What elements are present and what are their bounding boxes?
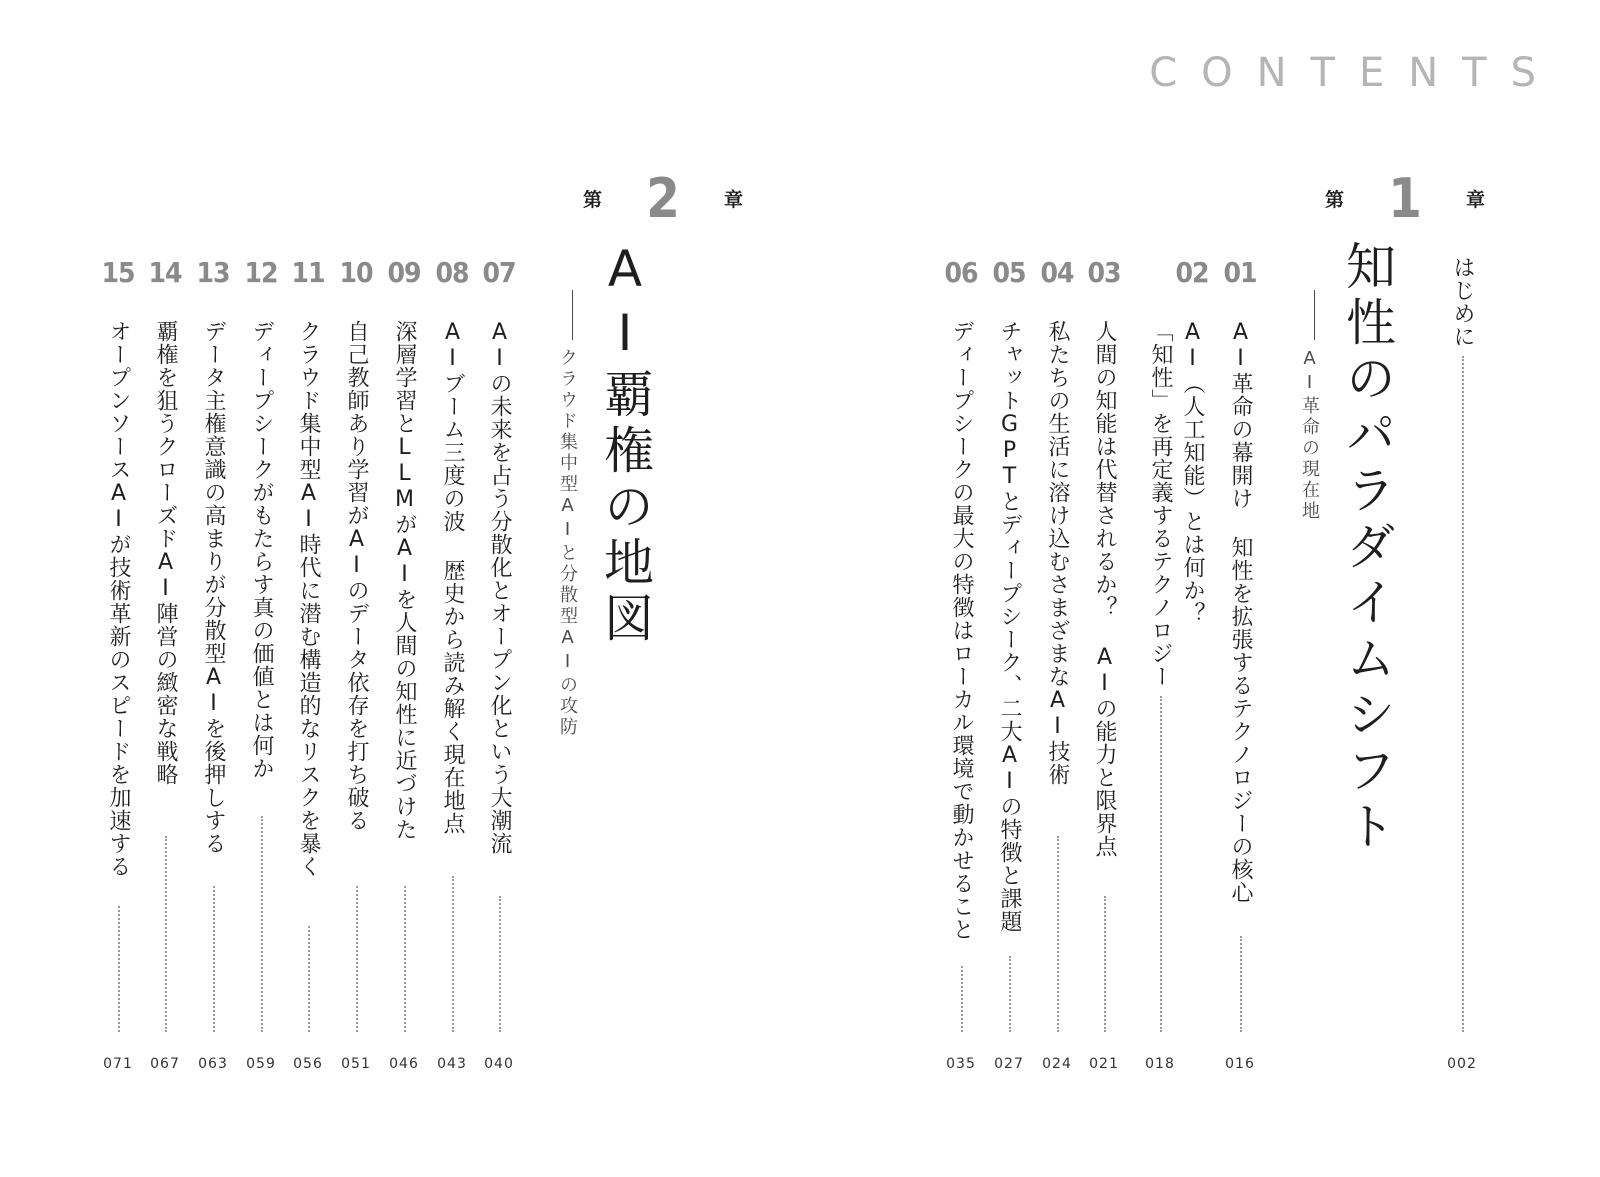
- toc-entry-title: 深層学習とLLMがAIを人間の知性に近づけた: [392, 320, 417, 841]
- toc-entry-page: 051: [341, 1056, 371, 1072]
- toc-entry-number: 10: [339, 256, 373, 289]
- toc-entry-title: オープンソースAIが技術革新のスピードを加速する: [106, 320, 131, 878]
- dot-leader: [1160, 696, 1162, 1032]
- toc-entry-page: 016: [1225, 1056, 1255, 1072]
- toc-entry-page: 002: [1447, 1056, 1477, 1072]
- chapter2-subtitle-text: クラウド集中型AIと分散型AIの攻防: [557, 348, 578, 738]
- toc-entry-title: クラウド集中型AI時代に潜む構造的なリスクを暴く: [296, 320, 321, 878]
- toc-entry[interactable]: [339, 256, 373, 1072]
- toc-entry-number: 12: [244, 256, 278, 289]
- toc-entry[interactable]: [1143, 256, 1177, 1072]
- toc-entry-title: AIの未来を占う分散化とオープン化という大潮流: [487, 320, 512, 855]
- chapter-prefix: 第: [583, 188, 603, 211]
- toc-entry[interactable]: [101, 256, 135, 1072]
- chapter-number: 2: [646, 166, 680, 230]
- toc-entry-title: AI（人工知能）とは何か？: [1180, 320, 1205, 625]
- toc-entry[interactable]: [244, 256, 278, 1072]
- toc-entry[interactable]: [944, 256, 978, 1072]
- dot-leader: [165, 836, 167, 1032]
- toc-entry-number: 03: [1087, 256, 1121, 289]
- toc-entry-title: はじめに: [1450, 256, 1475, 348]
- toc-entry-number: 07: [482, 256, 516, 289]
- chapter2-label: [583, 168, 743, 228]
- toc-entry-page: 027: [994, 1056, 1024, 1072]
- dot-leader: [404, 886, 406, 1032]
- toc-entry-title: チャットGPTとディープシーク、二大AIの特徴と課題: [997, 320, 1022, 933]
- toc-entry-title: AI革命の幕開け 知性を拡張するテクノロジーの核心: [1228, 320, 1253, 904]
- dot-leader: [1462, 356, 1464, 1032]
- toc-entry-number: 13: [196, 256, 230, 289]
- dot-leader: [213, 886, 215, 1032]
- dot-leader: [452, 876, 454, 1032]
- chapter2-title: AI覇権の地図: [596, 240, 654, 648]
- toc-entry-number: 04: [1040, 256, 1074, 289]
- toc-entry-number: 09: [387, 256, 421, 289]
- dot-leader: [356, 886, 358, 1032]
- toc-entry-title: 人間の知能は代替されるか？ AIの能力と限界点: [1092, 320, 1117, 858]
- chapter1-subtitle-text: AI革命の現在地: [1299, 348, 1320, 522]
- chapter1-title: 知性のパラダイムシフト: [1338, 240, 1396, 856]
- toc-entry[interactable]: [482, 256, 516, 1072]
- chapter1-label: [1325, 168, 1485, 228]
- subtitle-dash: [1314, 290, 1315, 340]
- contents-heading: CONTENTS: [1149, 50, 1560, 96]
- toc-entry[interactable]: [291, 256, 325, 1072]
- dot-leader: [499, 896, 501, 1032]
- toc-entry-title: 私たちの生活に溶け込むさまざまなAI技術: [1045, 320, 1070, 786]
- chapter1-subtitle: [1300, 290, 1318, 522]
- dot-leader: [961, 966, 963, 1032]
- toc-entry-number: 06: [944, 256, 978, 289]
- toc-entry-intro[interactable]: [1445, 256, 1479, 1072]
- dot-leader: [308, 926, 310, 1032]
- chapter-number: 1: [1388, 166, 1422, 230]
- chapter-suffix: 章: [1465, 188, 1485, 211]
- toc-entry-page: 059: [246, 1056, 276, 1072]
- toc-entry[interactable]: [1087, 256, 1121, 1072]
- toc-entry-page: 024: [1042, 1056, 1072, 1072]
- toc-entry-page: 046: [389, 1056, 419, 1072]
- toc-entry-page: 063: [198, 1056, 228, 1072]
- toc-entry-number: 02: [1175, 256, 1209, 289]
- chapter-prefix: 第: [1325, 188, 1345, 211]
- toc-entry[interactable]: [1175, 256, 1209, 1072]
- toc-entry-page: 056: [293, 1056, 323, 1072]
- dot-leader: [118, 906, 120, 1032]
- toc-entry-number: 14: [148, 256, 182, 289]
- dot-leader: [1057, 836, 1059, 1032]
- toc-entry[interactable]: [387, 256, 421, 1072]
- toc-entry[interactable]: [148, 256, 182, 1072]
- toc-entry-number: 11: [291, 256, 325, 289]
- dot-leader: [261, 816, 263, 1032]
- toc-entry-number: 01: [1223, 256, 1257, 289]
- toc-entry-title: 「知性」を再定義するテクノロジー: [1148, 320, 1173, 688]
- toc-entry-title: ディープシークの最大の特徴はローカル環境で動かせること: [949, 320, 974, 941]
- dot-leader: [1009, 956, 1011, 1032]
- toc-entry[interactable]: [992, 256, 1026, 1072]
- toc-entry[interactable]: [1223, 256, 1257, 1072]
- toc-entry-page: 040: [484, 1056, 514, 1072]
- toc-entry-title: データ主権意識の高まりが分散型AIを後押しする: [201, 320, 226, 855]
- toc-entry-number: 15: [101, 256, 135, 289]
- subtitle-dash: [572, 290, 573, 340]
- toc-entry-page: 021: [1089, 1056, 1119, 1072]
- toc-entry-page: 043: [437, 1056, 467, 1072]
- toc-entry-page: 071: [103, 1056, 133, 1072]
- toc-entry-title: 覇権を狙うクローズドAI陣営の緻密な戦略: [153, 320, 178, 786]
- chapter-suffix: 章: [723, 188, 743, 211]
- toc-entry-number: 05: [992, 256, 1026, 289]
- dot-leader: [1104, 896, 1106, 1032]
- dot-leader: [1240, 936, 1242, 1032]
- toc-entry-page: 018: [1145, 1056, 1175, 1072]
- toc-entry[interactable]: [435, 256, 469, 1072]
- toc-entry-title: AIブーム三度の波 歴史から読み解く現在地点: [440, 320, 465, 835]
- toc-entry-number: 08: [435, 256, 469, 289]
- toc-entry[interactable]: [1040, 256, 1074, 1072]
- toc-entry-title: 自己教師あり学習がAIのデータ依存を打ち破る: [344, 320, 369, 832]
- toc-entry-page: 067: [150, 1056, 180, 1072]
- toc-entry-page: 035: [946, 1056, 976, 1072]
- toc-entry-title: ディープシークがもたらす真の価値とは何か: [249, 320, 274, 780]
- chapter2-subtitle: [558, 290, 576, 738]
- toc-entry[interactable]: [196, 256, 230, 1072]
